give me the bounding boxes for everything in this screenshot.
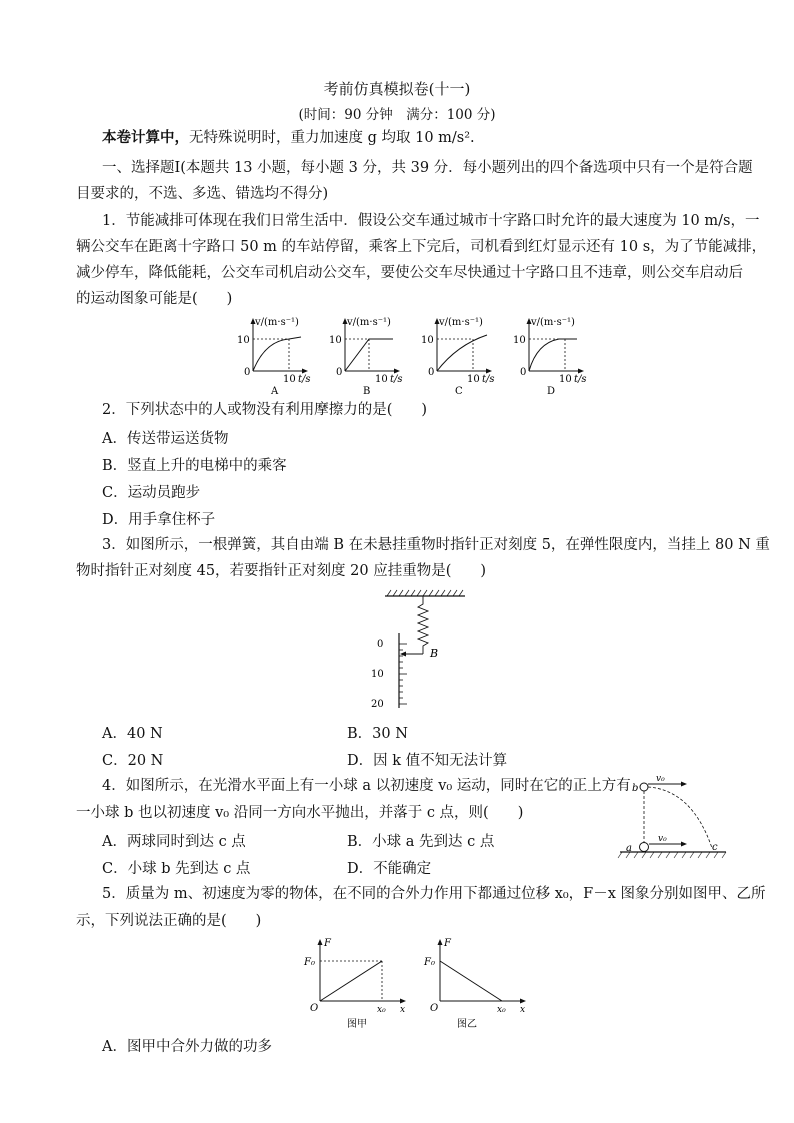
graph-b-x10: 10 [375,374,388,385]
graph-c-y10: 10 [421,335,434,346]
graph-a-origin: 0 [244,367,251,378]
q5-fx-graphs [300,935,540,1030]
graph-c-xlabel: t/s [482,374,495,385]
q1-line3: 减少停车，降低能耗，公交车司机启动公交车，要使公交车尽快通过十字路口且不违章，则公交车启动后 [76,265,743,281]
graph-a-y10: 10 [237,335,250,346]
graph-d-y10: 10 [513,335,526,346]
q4-option-a: A．两球同时到达 c 点 [102,834,246,850]
ball-a-label: a [626,843,632,854]
q4-option-d: D．不能确定 [347,861,432,877]
q4-projectile-figure [612,772,732,860]
q3-line2: 物时指针正对刻度 45，若要指针正对刻度 20 应挂重物是( ) [76,563,487,579]
graph-c-letter: C [455,386,463,397]
graph-yi-x-label: x [520,1005,526,1015]
graph-c-x10: 10 [467,374,480,385]
q4-line1: 4．如图所示，在光滑水平面上有一小球 a 以初速度 v₀ 运动，同时在它的正上方有 [102,778,631,794]
q1-graphs [225,315,605,400]
ruler-label-20: 20 [371,699,384,710]
graph-a-x10: 10 [283,374,296,385]
graph-b-xlabel: t/s [390,374,403,385]
q1-line2: 辆公交车在距离十字路口 50 m 的车站停留，乘客上下完后，司机看到红灯显示还有 10 s，为了节能减排， [76,239,767,255]
graph-b-y10: 10 [329,335,342,346]
point-c-label: c [712,842,718,853]
q2-option-d: D．用手拿住杯子 [102,512,216,528]
graph-c-origin: 0 [428,367,435,378]
v0-bottom-label: v₀ [658,834,667,844]
q3-spring-figure [355,588,475,710]
graph-d-xlabel: t/s [574,374,587,385]
page-title: 考前仿真模拟卷(十一) [323,80,471,98]
q3-option-a: A．40 N [102,726,163,742]
q4-option-c: C．小球 b 先到达 c 点 [102,861,251,877]
q5-line2: 示，下列说法正确的是( ) [76,913,262,929]
q5-option-a: A．图甲中合外力做的功多 [102,1039,272,1055]
graph-a-ylabel: v/(m·s⁻¹) [255,317,299,328]
graph-jia-x0-label: x₀ [377,1005,386,1015]
point-b-label: B [430,647,439,660]
ruler-label-10: 10 [371,669,384,680]
graph-jia-f-label: F [324,938,331,949]
graph-a [237,317,311,397]
q3-option-c: C．20 N [102,753,164,769]
note-rest: 无特殊说明时，重力加速度 g 均取 10 m/s². [189,130,475,146]
q2-option-a: A．传送带运送货物 [102,431,229,447]
graph-jia-f0-label: F₀ [304,957,315,968]
graph-d [513,317,587,397]
graph-a-letter: A [271,386,279,397]
graph-yi-caption: 图乙 [457,1019,477,1030]
graph-d-ylabel: v/(m·s⁻¹) [531,317,575,328]
note-bold: 本卷计算中， [102,129,189,146]
q3-option-b: B．30 N [347,726,408,742]
section1-line2: 目要求的，不选、多选、错选均不得分) [76,186,329,202]
graph-a-xlabel: t/s [298,374,311,385]
graph-jia-x-label: x [400,1005,406,1015]
ruler-label-0: 0 [377,639,384,650]
q2-option-c: C．运动员跑步 [102,485,201,501]
graph-yi-f0-label: F₀ [424,957,435,968]
graph-yi-x0-label: x₀ [497,1005,506,1015]
q1-line4: 的运动图象可能是( ) [76,291,233,307]
ball-b-label: b [632,783,639,794]
graph-yi [423,938,526,1030]
section1-line1: 一、选择题Ⅰ(本题共 13 小题，每小题 3 分，共 39 分．每小题列出的四个备选项中只有一个是符合题 [102,160,753,176]
graph-b [329,317,403,397]
q3-line1: 3．如图所示，一根弹簧，其自由端 B 在未悬挂重物时指针正对刻度 5，在弹性限度内，当挂上 80 N 重 [102,537,770,553]
graph-jia [303,938,406,1030]
graph-b-origin: 0 [336,367,343,378]
q3-option-d: D．因 k 值不知无法计算 [347,753,508,769]
graph-d-origin: 0 [520,367,527,378]
graph-c [421,317,495,397]
q1-line1: 1．节能减排可体现在我们日常生活中．假设公交车通过城市十字路口时允许的最大速度为 10 m/s，一 [102,213,760,229]
graph-d-x10: 10 [559,374,572,385]
graph-c-ylabel: v/(m·s⁻¹) [439,317,483,328]
graph-d-letter: D [547,386,556,397]
graph-yi-f-label: F [444,938,451,949]
q4-line2: 一小球 b 也以初速度 v₀ 沿同一方向水平抛出，并落于 c 点，则( ) [76,805,524,821]
q4-option-b: B．小球 a 先到达 c 点 [347,834,495,850]
q2-stem: 2．下列状态中的人或物没有利用摩擦力的是( ) [102,402,428,418]
v0-top-label: v₀ [656,774,665,784]
graph-b-ylabel: v/(m·s⁻¹) [347,317,391,328]
q2-option-b: B．竖直上升的电梯中的乘客 [102,458,287,474]
q5-line1: 5．质量为 m、初速度为零的物体，在不同的合外力作用下都通过位移 x₀，F－x 图象分别如图甲、乙所 [102,886,766,902]
graph-jia-caption: 图甲 [347,1019,367,1030]
note-line [102,128,750,148]
page-subtitle: (时间：90 分钟 满分：100 分) [298,107,496,123]
graph-b-letter: B [363,386,371,397]
graph-jia-origin-label: O [310,1003,319,1014]
graph-yi-origin-label: O [430,1003,439,1014]
